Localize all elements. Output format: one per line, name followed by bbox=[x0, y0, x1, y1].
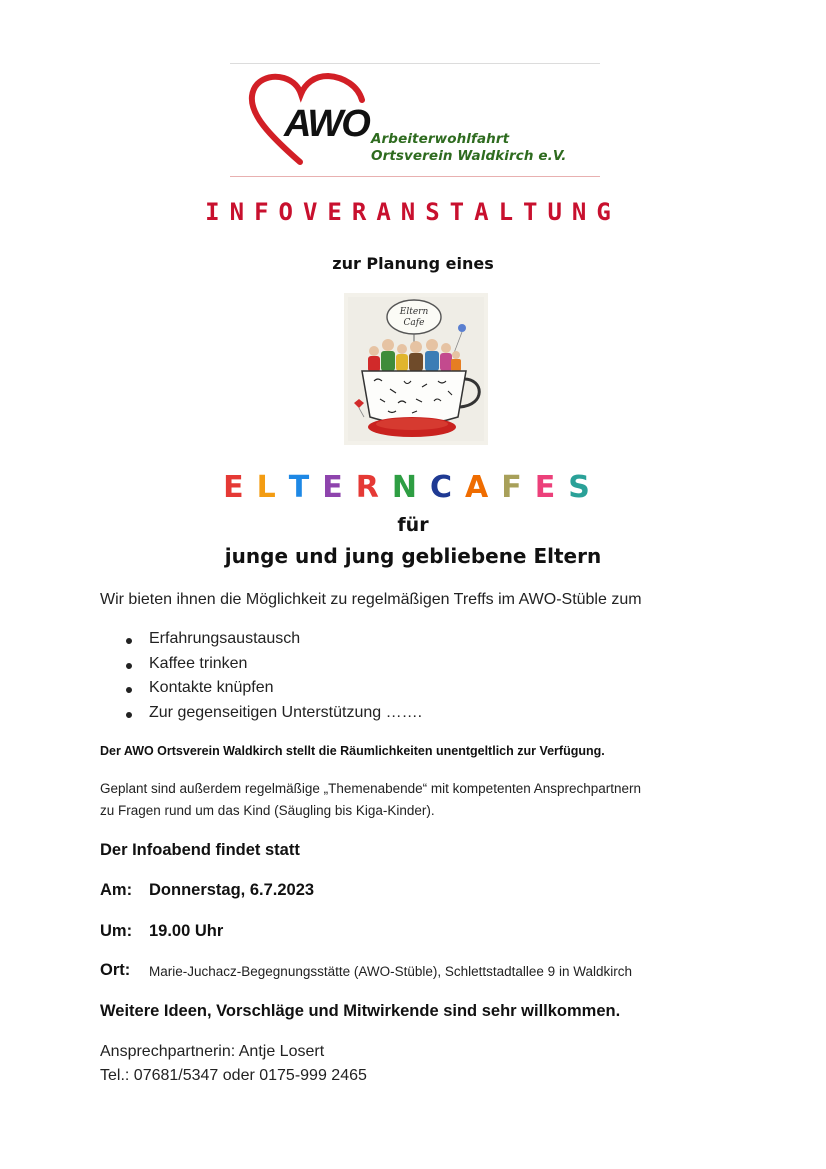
location-label: Ort: bbox=[100, 961, 131, 979]
page-title: INFOVERANSTALTUNG bbox=[205, 198, 621, 226]
event-name-letter: C bbox=[429, 470, 465, 505]
event-name-letter: E bbox=[223, 470, 257, 505]
ideas-text: Weitere Ideen, Vorschläge und Mitwirkende sind sehr willkommen. bbox=[100, 1002, 621, 1020]
event-name-letter: L bbox=[256, 470, 289, 505]
event-name-letter: N bbox=[391, 470, 430, 505]
sign-text-line2: Cafe bbox=[403, 318, 425, 328]
target-group: junge und jung gebliebene Eltern bbox=[224, 544, 602, 568]
subtitle: zur Planung eines bbox=[332, 254, 494, 273]
event-name-letter: R bbox=[355, 470, 392, 505]
intro-text: Wir bieten ihnen die Möglichkeit zu regelmäßigen Treffs im AWO-Stüble zum bbox=[100, 591, 642, 608]
date-value: Donnerstag, 6.7.2023 bbox=[149, 881, 315, 899]
event-name bbox=[0, 470, 826, 505]
event-name-letter: E bbox=[322, 470, 356, 505]
for-word: für bbox=[397, 514, 429, 536]
location-value: Marie-Juchacz-Begegnungsstätte (AWO-Stüble), Schlettstadtallee 9 in Waldkirch bbox=[149, 964, 632, 979]
list-item: Kaffee trinken bbox=[124, 655, 422, 680]
list-item: Erfahrungsaustausch bbox=[124, 630, 422, 655]
org-name-line2: Ortsverein Waldkirch e.V. bbox=[371, 148, 567, 164]
plan-text-line1: Geplant sind außerdem regelmäßige „Themenabende“ mit kompetenten Ansprechpartnern bbox=[100, 781, 642, 796]
event-name-letter: F bbox=[501, 470, 535, 505]
org-name-line1: Arbeiterwohlfahrt bbox=[371, 131, 510, 147]
event-name-letter: E bbox=[534, 470, 569, 505]
eltern-cafe-illustration bbox=[344, 293, 488, 445]
awo-logo bbox=[248, 72, 373, 167]
awo-statement: Der AWO Ortsverein Waldkirch stellt die Räumlichkeiten unentgeltlich zur Verfügung. bbox=[100, 744, 605, 758]
infoabend-heading: Der Infoabend findet statt bbox=[100, 841, 300, 859]
event-name-letter: T bbox=[288, 470, 323, 505]
offer-list bbox=[124, 630, 422, 728]
plan-text-line2: zu Fragen rund um das Kind (Säugling bis Kiga-Kinder). bbox=[100, 803, 435, 818]
date-label: Am: bbox=[100, 881, 133, 899]
header-rule-top bbox=[230, 63, 600, 64]
contact-person: Ansprechpartnerin: Antje Losert bbox=[100, 1043, 325, 1060]
sign-text-line1: Eltern bbox=[399, 307, 429, 317]
event-name-letter: S bbox=[568, 470, 603, 505]
list-item: Zur gegenseitigen Unterstützung ……. bbox=[124, 704, 422, 729]
event-name-letter: A bbox=[465, 470, 502, 505]
logo-text: AWO bbox=[284, 103, 369, 145]
list-item: Kontakte knüpfen bbox=[124, 679, 422, 704]
sign-icon bbox=[387, 300, 441, 334]
header-rule-bottom bbox=[230, 176, 600, 177]
phone-number: Tel.: 07681/5347 oder 0175-999 2465 bbox=[100, 1067, 367, 1084]
time-value: 19.00 Uhr bbox=[149, 922, 224, 940]
time-label: Um: bbox=[100, 922, 133, 940]
